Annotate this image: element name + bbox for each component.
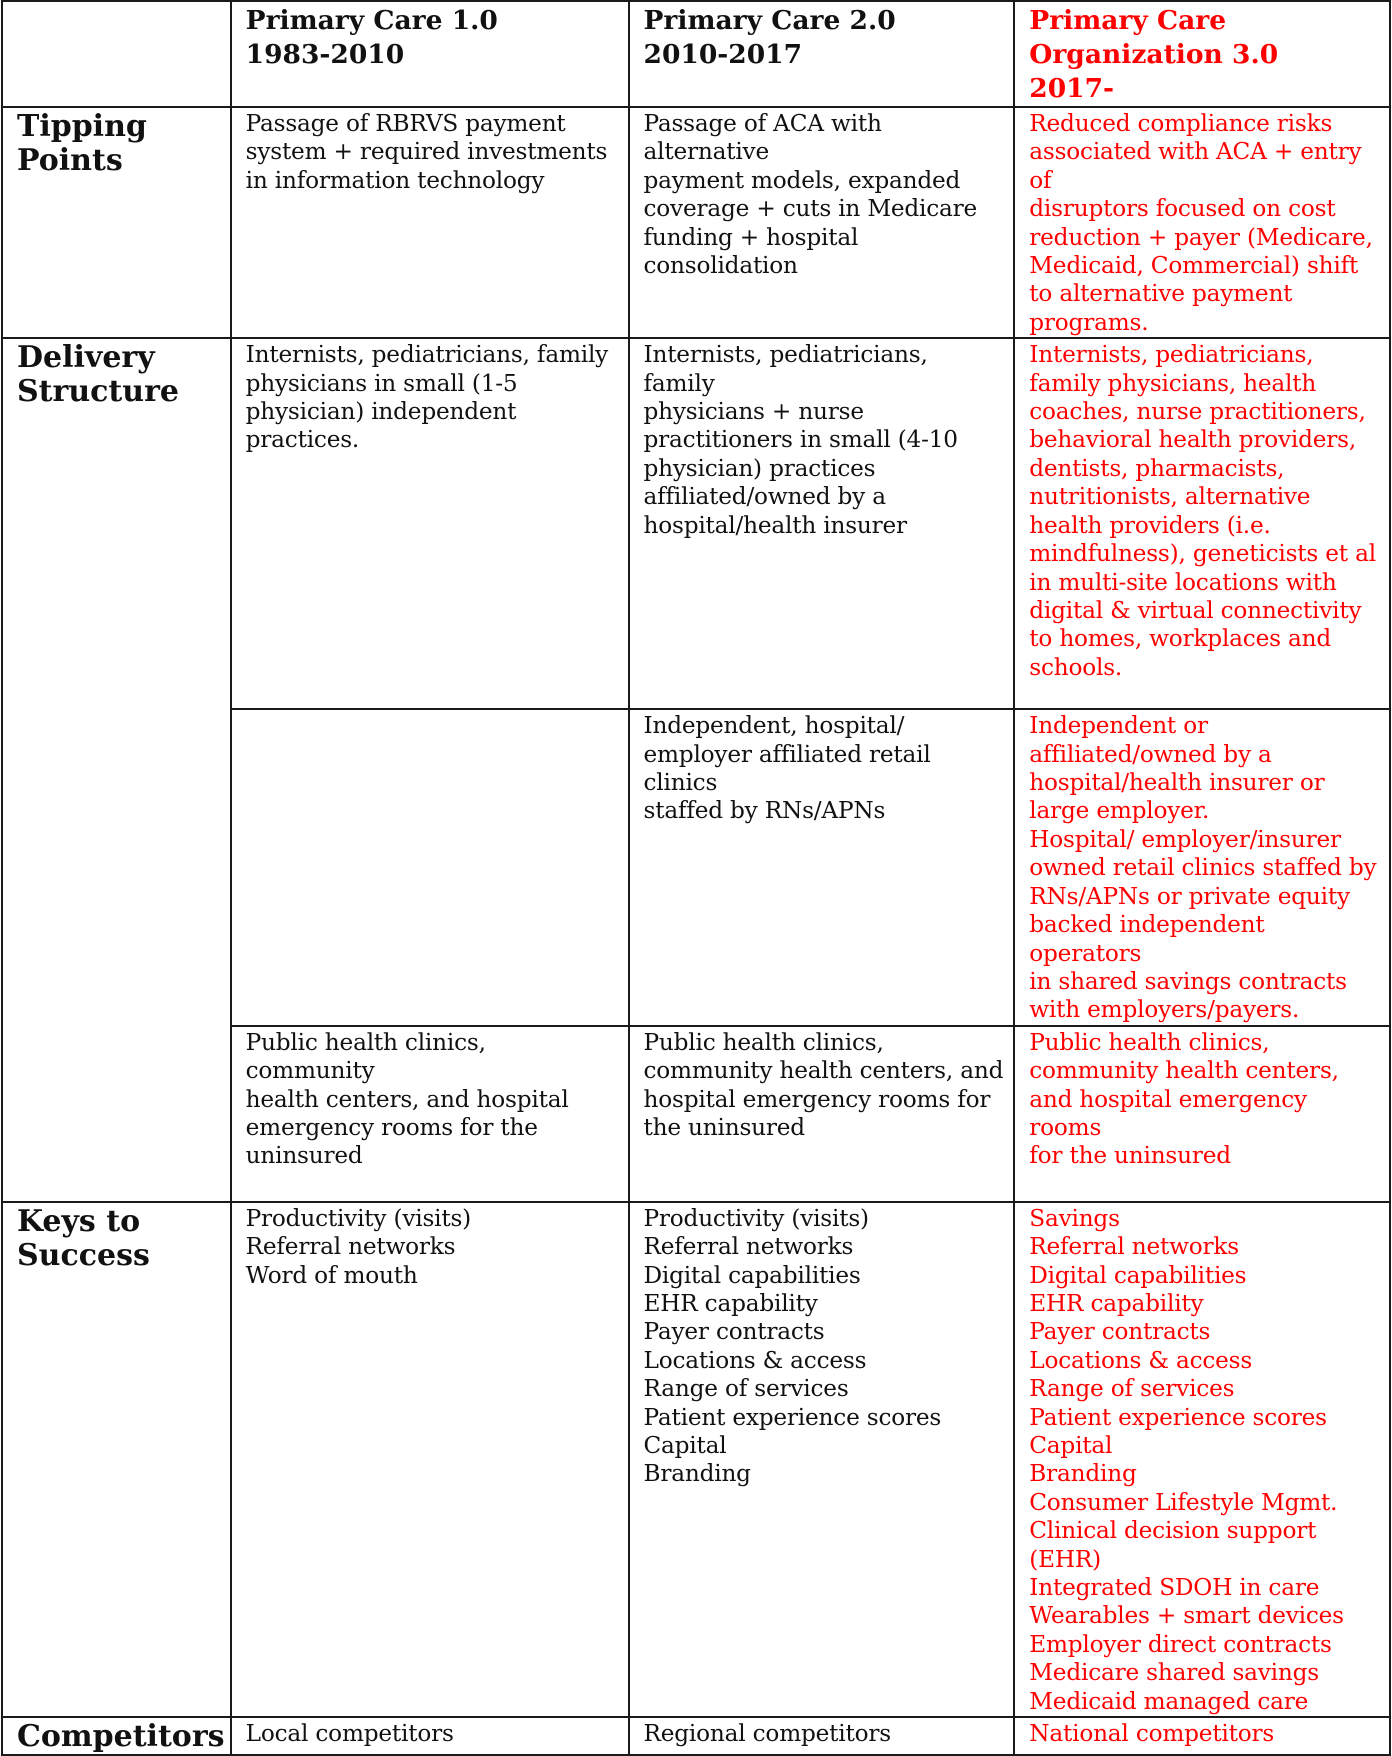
delivery-structure-text-3b: Independent or affiliated/owned by a hospital/health insurer or large employer. Hospital/ employer/insurer owned retail clinics staffed by RNs/APNs or private equity backed independent operators in shared savings contracts with employers/payers.	[1029, 712, 1377, 1024]
delivery-structure-cell-1a	[231, 338, 629, 709]
tipping-points-text-1: Passage of RBRVS payment system + required investments in information technology	[245, 110, 608, 194]
keys-to-success-row	[2, 1202, 1390, 1717]
delivery-structure-label: Delivery Structure	[17, 340, 179, 410]
keys-to-success-cell-3	[1014, 1202, 1390, 1717]
competitors-cell-3	[1014, 1717, 1390, 1755]
comparison-table	[1, 0, 1391, 1756]
delivery-structure-cell-1c	[231, 1026, 629, 1202]
header-cell-primary-care-1	[231, 1, 629, 107]
keys-to-success-text-2: Productivity (visits) Referral networks Digital capabilities EHR capability Payer contracts Locations & access Range of services Patient experience scores Capital Branding	[643, 1204, 942, 1488]
header-primary-care-2: Primary Care 2.0 2010-2017	[643, 5, 896, 70]
competitors-label-cell	[2, 1717, 231, 1755]
keys-to-success-text-3: Savings Referral networks Digital capabilities EHR capability Payer contracts Locations & access Range of services Patient experience scores Capital Branding Consumer Lifestyle Mgmt. Clinical decision support (EHR) Integrated SDOH in care Wearables + smart devices Employer direct contracts Medicare shared savings Medicaid managed care	[1029, 1204, 1344, 1715]
header-cell-primary-care-3	[1014, 1, 1390, 107]
tipping-points-cell-2	[629, 107, 1015, 338]
delivery-structure-cell-2c	[629, 1026, 1015, 1202]
delivery-structure-cell-3b	[1014, 709, 1390, 1025]
competitors-label: Competitors	[17, 1719, 225, 1755]
tipping-points-label-cell	[2, 107, 231, 338]
competitors-text-2: Regional competitors	[643, 1720, 891, 1748]
competitors-row	[2, 1717, 1390, 1755]
tipping-points-text-2: Passage of ACA with alternative payment models, expanded coverage + cuts in Medicare funding + hospital consolidation	[643, 110, 978, 280]
delivery-structure-text-3a: Internists, pediatricians, family physicians, health coaches, nurse practitioners, behavioral health providers, dentists, pharmacists, nutritionists, alternative health providers (i.e. mindfulness), geneticists et al in multi-site locations with digital & virtual connectivity to homes, workplaces and schools.	[1029, 341, 1376, 681]
competitors-text-1: Local competitors	[245, 1720, 454, 1748]
delivery-structure-text-1c: Public health clinics, community health centers, and hospital emergency rooms for the uninsured	[245, 1028, 569, 1170]
delivery-structure-cell-2a	[629, 338, 1015, 709]
delivery-structure-text-1a: Internists, pediatricians, family physicians in small (1-5 physician) independent practices.	[245, 341, 609, 454]
keys-to-success-label: Keys to Success	[17, 1203, 150, 1273]
header-primary-care-3: Primary Care Organization 3.0 2017-	[1029, 5, 1279, 104]
keys-to-success-cell-2	[629, 1202, 1015, 1717]
delivery-structure-cell-1b	[231, 709, 629, 1025]
delivery-structure-label-cell	[2, 338, 231, 1201]
delivery-structure-cell-3c	[1014, 1026, 1390, 1202]
tipping-points-cell-3	[1014, 107, 1390, 338]
delivery-structure-text-2c: Public health clinics, community health centers, and hospital emergency rooms for the uninsured	[643, 1028, 1004, 1141]
keys-to-success-cell-1	[231, 1202, 629, 1717]
corner-cell	[2, 1, 231, 107]
header-cell-primary-care-2	[629, 1, 1015, 107]
delivery-structure-cell-2b	[629, 709, 1015, 1025]
delivery-structure-text-3c: Public health clinics, community health centers, and hospital emergency rooms for the uninsured	[1029, 1028, 1339, 1170]
competitors-cell-2	[629, 1717, 1015, 1755]
delivery-structure-row-1	[2, 338, 1390, 709]
keys-to-success-text-1: Productivity (visits) Referral networks Word of mouth	[245, 1204, 472, 1289]
header-primary-care-1: Primary Care 1.0 1983-2010	[245, 5, 498, 70]
header-row	[2, 1, 1390, 107]
tipping-points-cell-1	[231, 107, 629, 338]
tipping-points-row	[2, 107, 1390, 338]
keys-to-success-label-cell	[2, 1202, 231, 1717]
delivery-structure-text-2b: Independent, hospital/ employer affiliated retail clinics staffed by RNs/APNs	[643, 712, 931, 825]
tipping-points-text-3: Reduced compliance risks associated with ACA + entry of disruptors focused on cost reduction + payer (Medicare, Medicaid, Commercial) shift to alternative payment programs.	[1029, 110, 1373, 336]
competitors-cell-1	[231, 1717, 629, 1755]
competitors-text-3: National competitors	[1029, 1720, 1275, 1748]
delivery-structure-text-2a: Internists, pediatricians, family physicians + nurse practitioners in small (4-10 physician) practices affiliated/owned by a hospital/health insurer	[643, 341, 958, 539]
tipping-points-label: Tipping Points	[17, 109, 147, 178]
delivery-structure-cell-3a	[1014, 338, 1390, 709]
